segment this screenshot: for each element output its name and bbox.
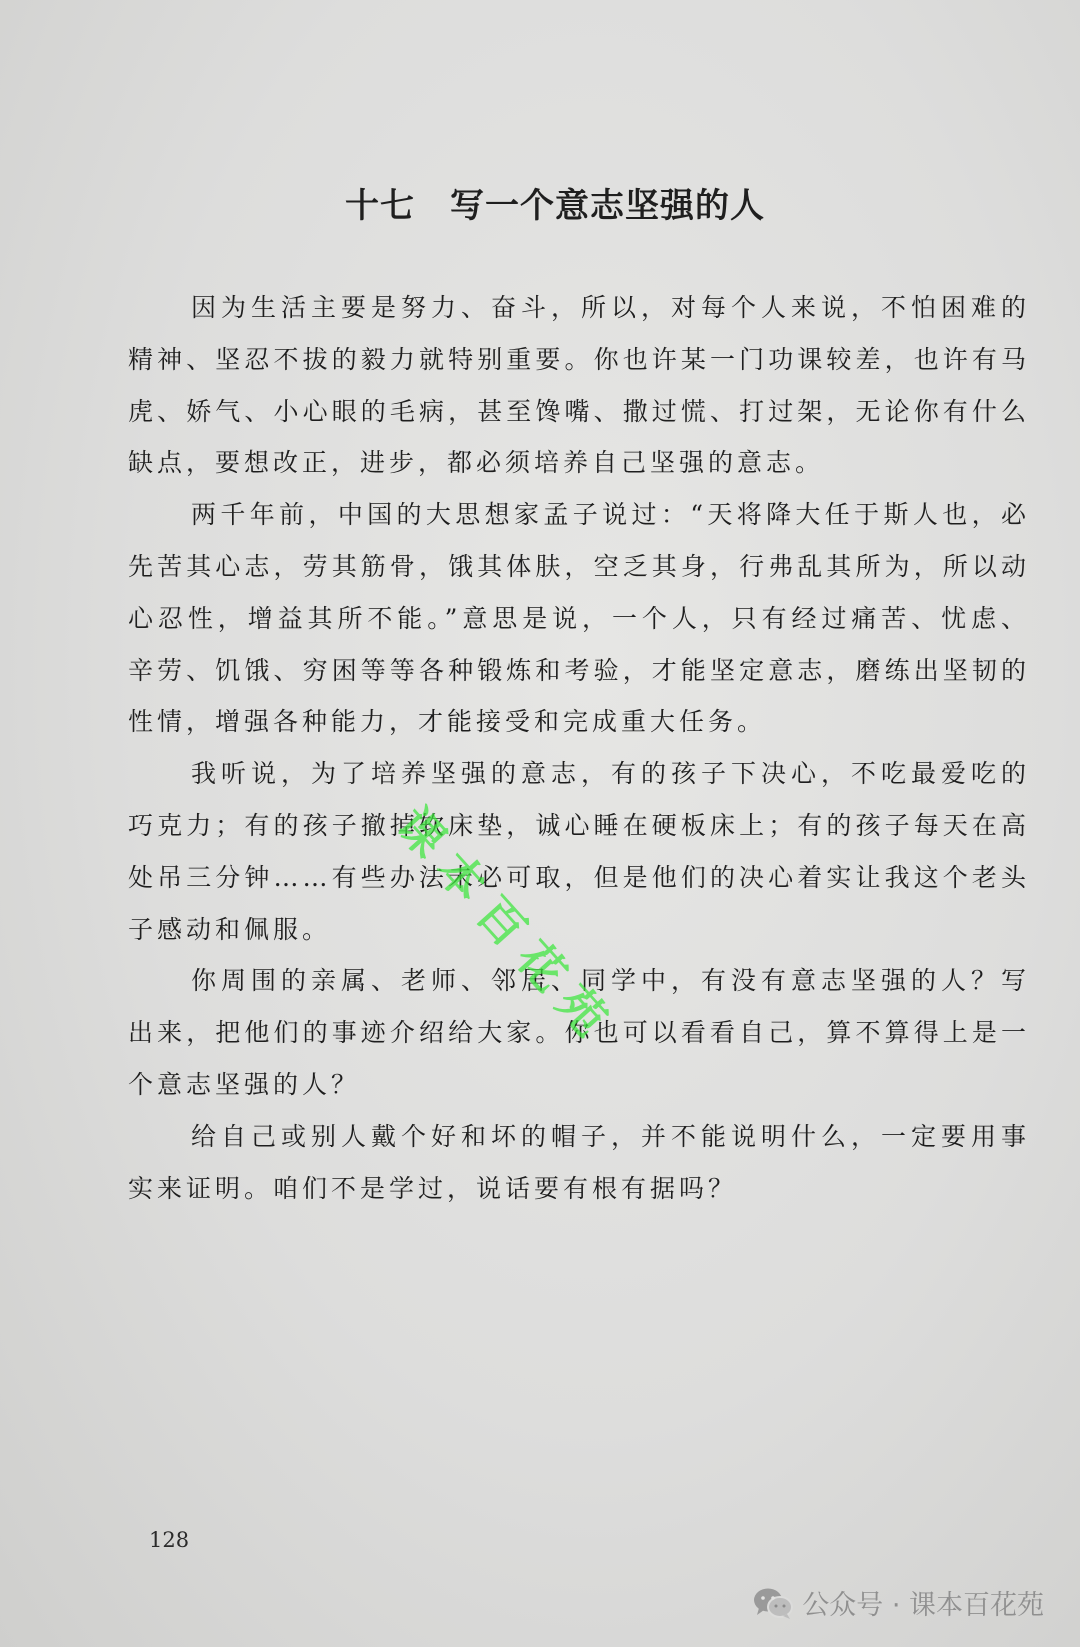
watermark: 课本百花苑 — [385, 796, 627, 1057]
account-tag — [752, 1583, 1044, 1622]
body-text — [128, 282, 1030, 1214]
account-label: 公众号 · 课本百花苑 — [802, 1590, 1044, 1621]
paragraph-4: 你周围的亲属、老师、邻居、同学中，有没有意志坚强的人？写出来，把他们的事迹介绍给大家。你也可以看看自己，算不算得上是一个意志坚强的人？ — [128, 966, 1030, 1099]
page-title: 十七 写一个意志坚强的人 — [345, 186, 765, 226]
paragraph-1: 因为生活主要是努力、奋斗，所以，对每个人来说，不怕困难的精神、坚忍不拔的毅力就特别重要。你也许某一门功课较差，也许有马虎、娇气、小心眼的毛病，甚至馋嘴、撒过慌、打过架，无论你有什么缺点，要想改正，进步，都必须培养自己坚强的意志。 — [128, 293, 1030, 478]
wechat-icon — [752, 1586, 794, 1620]
page-number: 128 — [149, 1528, 190, 1552]
paragraph-3: 我听说，为了培养坚强的意志，有的孩子下决心，不吃最爱吃的巧克力；有的孩子撤掉软床垫，诚心睡在硬板床上；有的孩子每天在高处吊三分钟……有些办法未必可取，但是他们的决心着实让我这个老头子感动和佩服。 — [128, 759, 1030, 944]
paragraph-2: 两千年前，中国的大思想家孟子说过：“天将降大任于斯人也，必先苦其心志，劳其筋骨，饿其体肤，空乏其身，行弗乱其所为，所以动心忍性，增益其所不能。”意思是说，一个人，只有经过痛苦、忧虑、辛劳、饥饿、穷困等等各种锻炼和考验，才能坚定意志，磨练出坚韧的性情，增强各种能力，才能接受和完成重大任务。 — [128, 500, 1030, 737]
paragraph-5: 给自己或别人戴个好和坏的帽子，并不能说明什么，一定要用事实来证明。咱们不是学过，说话要有根有据吗？ — [128, 1121, 1030, 1203]
